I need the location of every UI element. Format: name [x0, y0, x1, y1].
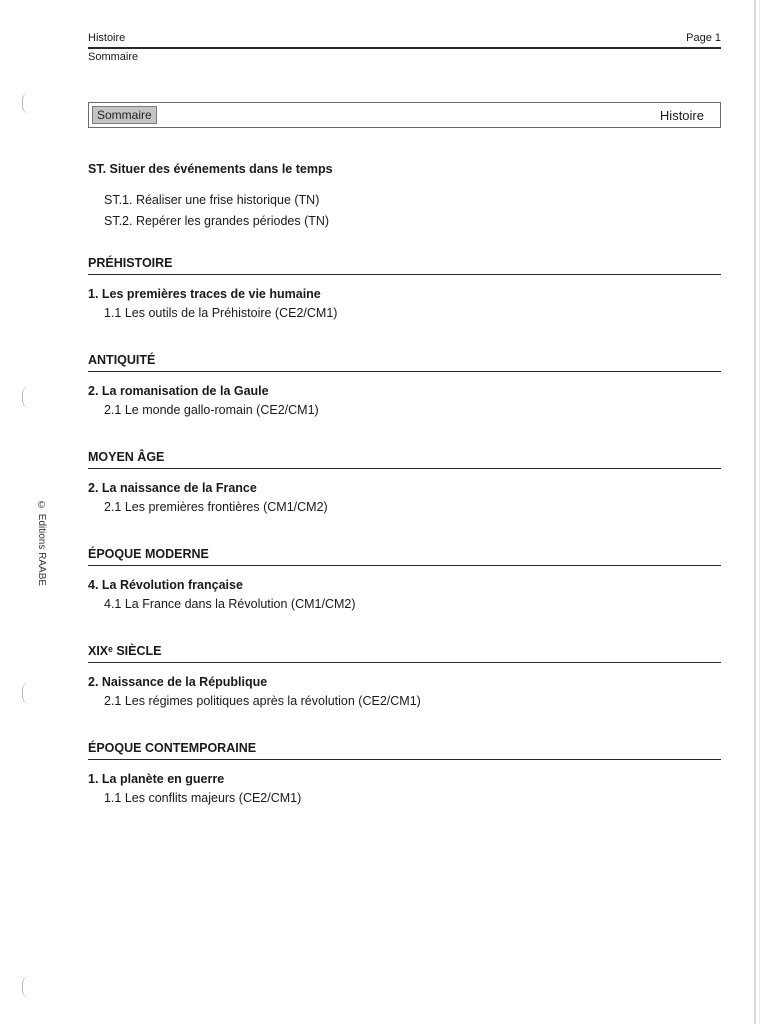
period-heading: ÉPOQUE CONTEMPORAINE — [88, 741, 721, 760]
publisher-credit: © Editions RAABE — [36, 500, 47, 587]
header-subject: Histoire — [88, 32, 126, 44]
period-section — [88, 450, 721, 517]
page-number: Page 1 — [686, 32, 721, 44]
page-header — [88, 32, 721, 63]
period-section — [88, 644, 721, 711]
page-edge — [754, 0, 756, 1024]
binding-hole-mark — [22, 386, 31, 408]
period-heading: PRÉHISTOIRE — [88, 256, 721, 275]
sub-chapter: 1.1 Les conflits majeurs (CE2/CM1) — [104, 791, 302, 805]
period-section — [88, 547, 721, 614]
period-heading: XIXᵉ SIÈCLE — [88, 644, 721, 663]
sub-chapter: 2.1 Les régimes politiques après la révolution (CE2/CM1) — [104, 694, 421, 708]
intro-heading: ST. Situer des événements dans le temps — [88, 162, 333, 176]
period-heading: MOYEN ÂGE — [88, 450, 721, 469]
title-box — [88, 102, 721, 128]
chapter-title: 2. La naissance de la France — [88, 481, 257, 495]
table-of-contents — [88, 162, 721, 808]
period-heading: ANTIQUITÉ — [88, 353, 721, 372]
sub-chapter: 1.1 Les outils de la Préhistoire (CE2/CM1) — [104, 306, 338, 320]
header-row — [88, 32, 721, 49]
chapter-title: 4. La Révolution française — [88, 578, 243, 592]
chapter-title: 1. La planète en guerre — [88, 772, 225, 786]
intro-item: ST.1. Réaliser une frise historique (TN) — [104, 193, 320, 207]
sub-chapter: 4.1 La France dans la Révolution (CM1/CM2) — [104, 597, 356, 611]
period-heading: ÉPOQUE MODERNE — [88, 547, 721, 566]
binding-hole-mark — [22, 92, 31, 114]
binding-hole-mark — [22, 976, 31, 998]
sub-chapter: 2.1 Les premières frontières (CM1/CM2) — [104, 500, 328, 514]
binding-hole-mark — [22, 682, 31, 704]
period-section — [88, 256, 721, 323]
page-edge-shadow — [759, 0, 760, 1024]
period-section — [88, 353, 721, 420]
chapter-title: 2. Naissance de la République — [88, 675, 268, 689]
title-label: Sommaire — [92, 106, 157, 124]
chapter-title: 1. Les premières traces de vie humaine — [88, 287, 321, 301]
header-subtitle: Sommaire — [88, 51, 139, 63]
period-section — [88, 741, 721, 808]
sub-chapter: 2.1 Le monde gallo-romain (CE2/CM1) — [104, 403, 319, 417]
title-subject: Histoire — [659, 107, 704, 123]
intro-item: ST.2. Repérer les grandes périodes (TN) — [104, 214, 330, 228]
chapter-title: 2. La romanisation de la Gaule — [88, 384, 269, 398]
